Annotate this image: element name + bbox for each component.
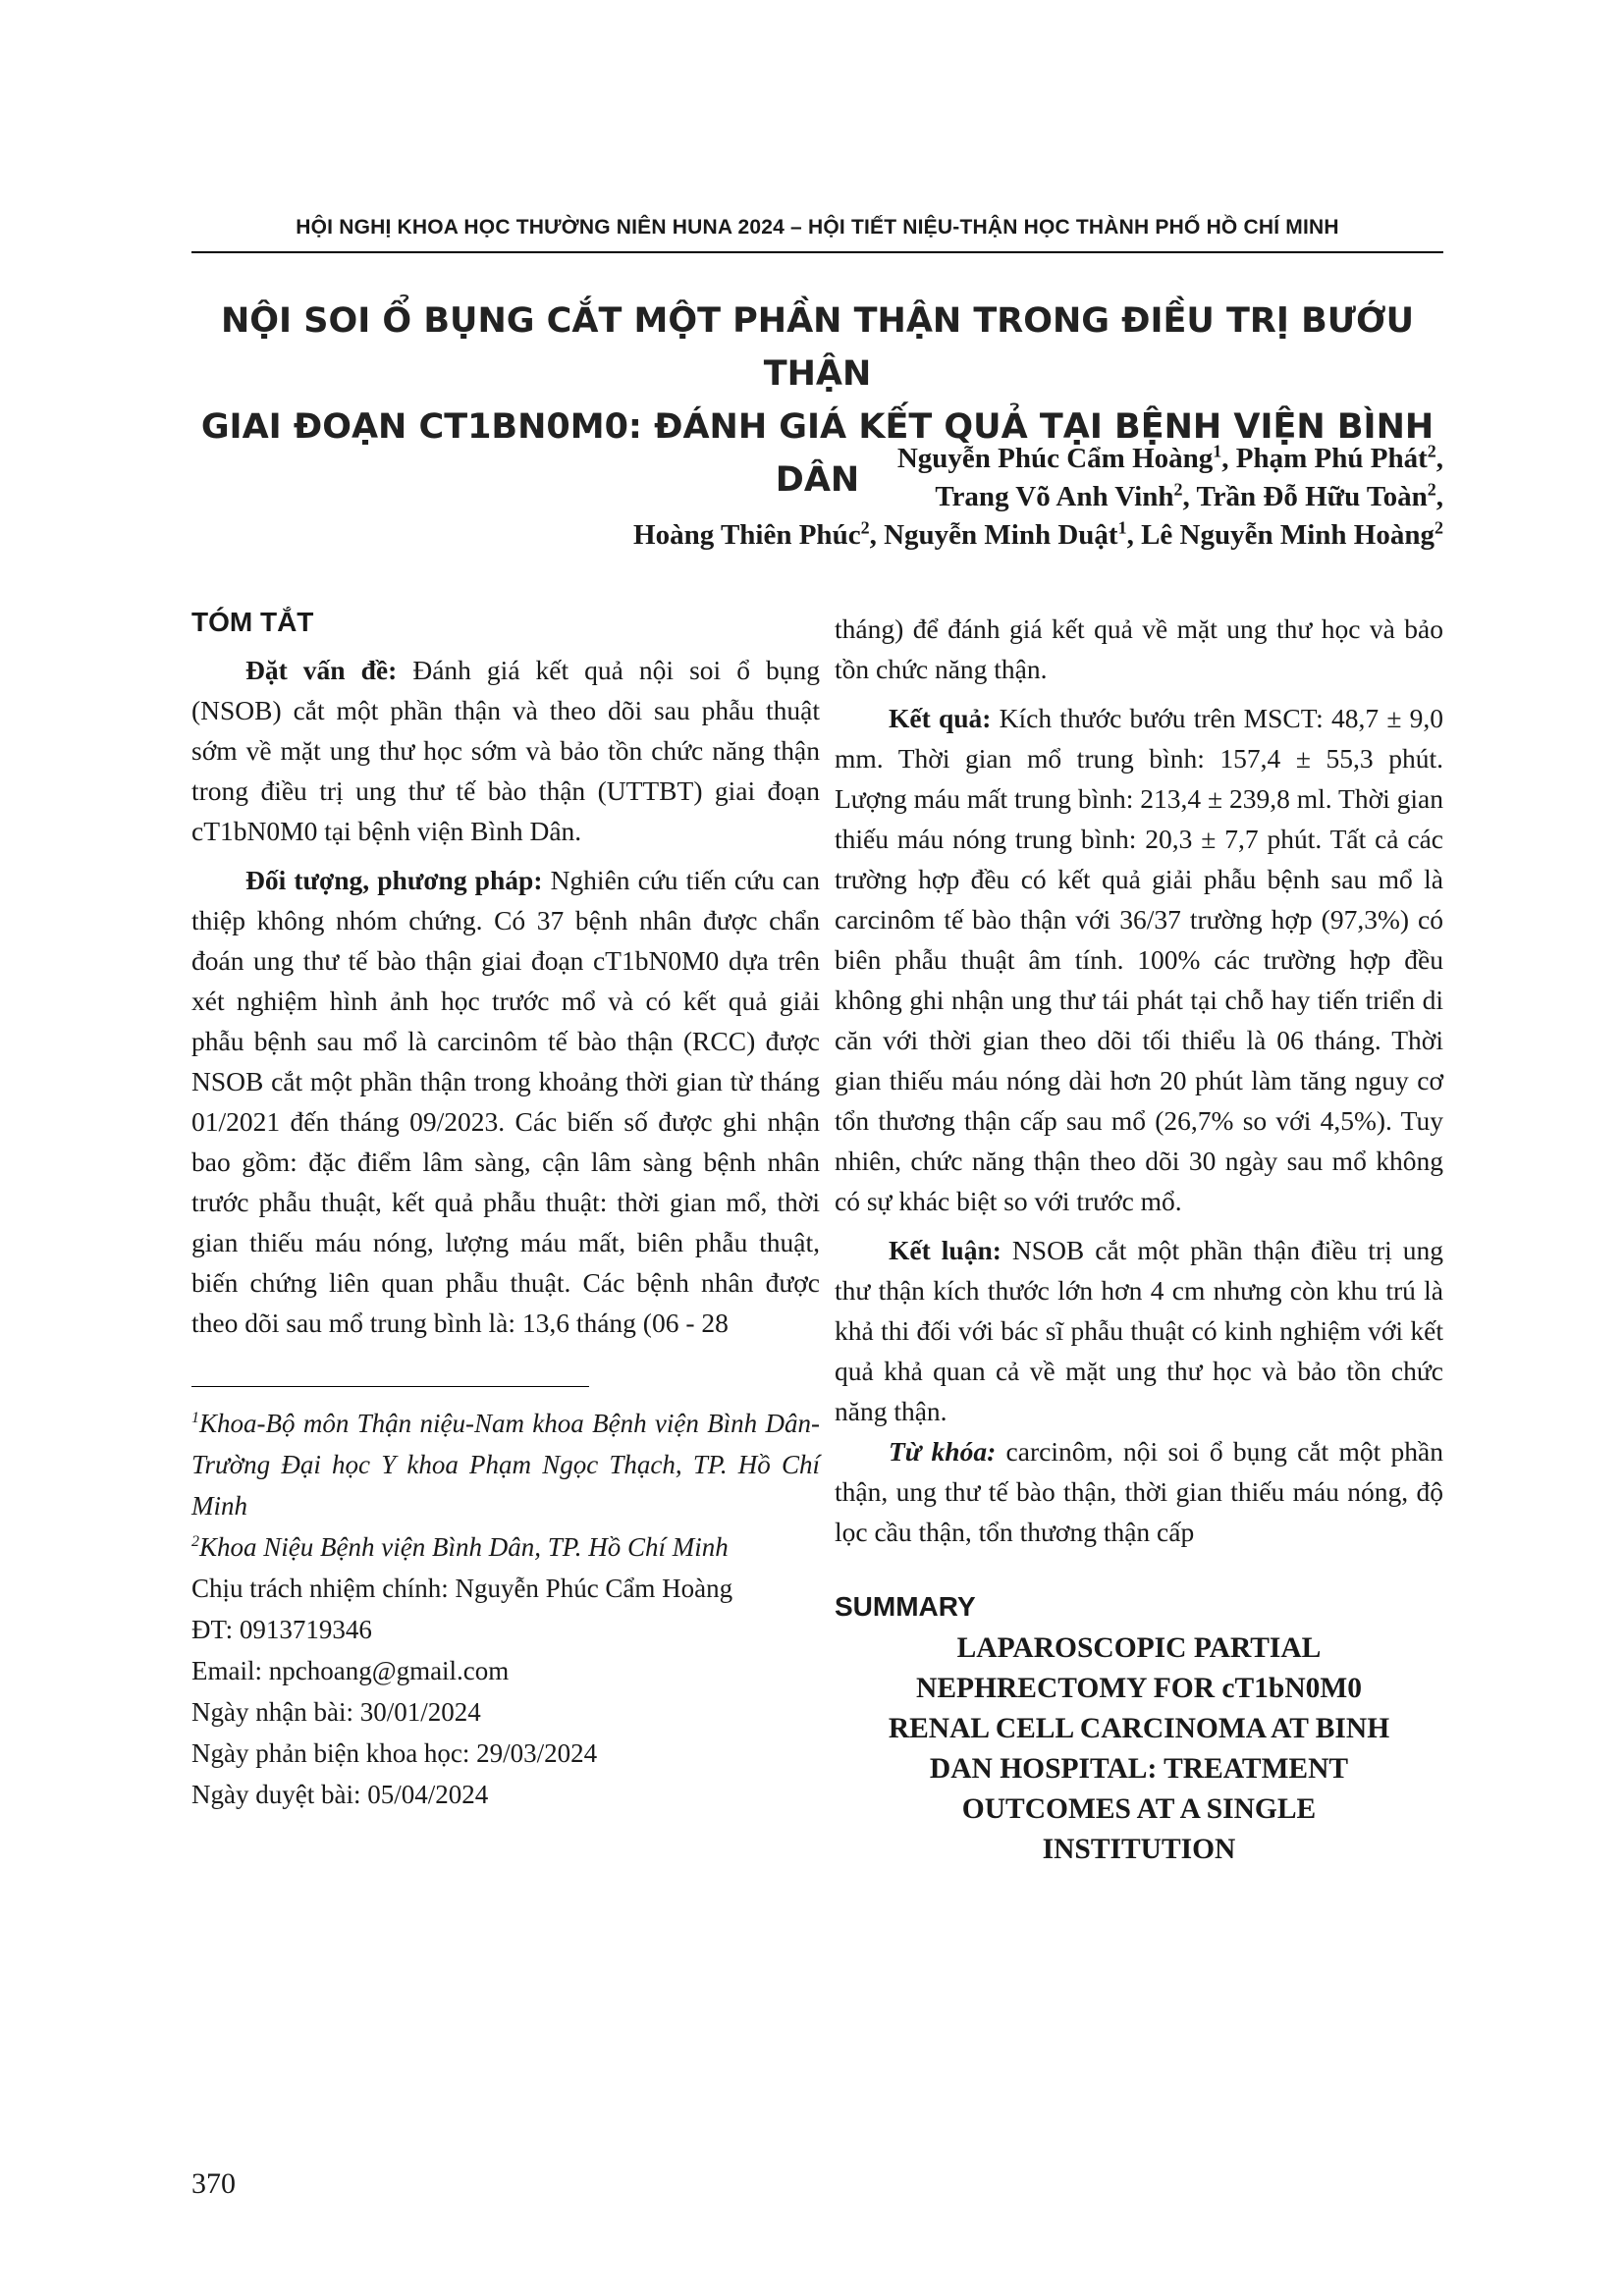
abstract-methods <box>191 860 820 1343</box>
affiliation-mark: 2 <box>1427 479 1436 500</box>
affiliation-mark: 2 <box>860 517 870 538</box>
author-name: Phạm Phú Phát <box>1235 443 1428 474</box>
title-line-1: NỘI SOI Ổ BỤNG CẮT MỘT PHẦN THẬN TRONG ĐIỀU TRỊ BƯỚU THẬN <box>221 301 1414 394</box>
results-label: Kết quả: <box>889 703 992 733</box>
author-name: Hoàng Thiên Phúc <box>633 519 861 551</box>
author-separator: , <box>869 519 885 551</box>
abstract-conclusion <box>835 1230 1443 1431</box>
methods-text: Nghiên cứu tiến cứu can thiệp không nhóm chứng. Có 37 bệnh nhân được chẩn đoán ung thư tế bào thận giai đoạn cT1bN0M0 dựa trên xét nghiệm hình ảnh học trước mổ và có kết quả giải phẫu bệnh sau mổ là carcinôm tế bào thận (RCC) được NSOB cắt một phần thận trong khoảng thời gian từ tháng 01/2021 đến tháng 09/2023. Các biến số được ghi nhận bao gồm: đặc điểm lâm sàng, cận lâm sàng bệnh nhân trước phẫu thuật, kết quả phẫu thuật: thời gian mổ, thời gian thiếu máu nóng, lượng máu mất, biên phẫu thuật, biến chứng liên quan phẫu thuật. Các bệnh nhân được theo dõi sau mổ trung bình là: 13,6 tháng (06 - 28 <box>191 865 820 1338</box>
conclusion-text: NSOB cắt một phần thận điều trị ung thư thận kích thước lớn hơn 4 cm nhưng còn khu trú là khả thi đối với bác sĩ phẫu thuật có kinh nghiệm với kết quả khả quan cả về mặt ung thư học và bảo tồn chức năng thận. <box>835 1235 1444 1426</box>
left-column <box>191 607 820 1815</box>
keywords-label: Từ khóa: <box>889 1436 997 1467</box>
footnote-affiliation-1 <box>191 1403 820 1526</box>
author-name: Nguyễn Minh Duật <box>884 519 1118 551</box>
footnote-affiliation-2 <box>191 1526 820 1568</box>
summary-heading: SUMMARY <box>835 1591 976 1622</box>
introduction-label: Đặt vấn đề: <box>245 655 398 685</box>
affiliation-2-text: Khoa Niệu Bệnh viện Bình Dân, TP. Hồ Chí Minh <box>199 1532 729 1562</box>
affiliation-mark: 2 <box>1173 479 1183 500</box>
title-line-2: GIAI ĐOẠN CT1BN0M0: ĐÁNH GIÁ KẾT QUẢ TẠI BỆNH VIỆN BÌNH DÂN <box>200 407 1435 500</box>
right-column <box>835 609 1443 1870</box>
review-date: Ngày phản biện khoa học: 29/03/2024 <box>191 1738 598 1768</box>
author-separator: , <box>1126 519 1142 551</box>
introduction-text: Đánh giá kết quả nội soi ổ bụng (NSOB) cắt một phần thận và theo dõi sau phẫu thuật sớm về mặt ung thư học sớm và bảo tồn chức năng thận trong điều trị ung thư tế bào thận (UTTBT) giai đoạn cT1bN0M0 tại bệnh viện Bình Dân. <box>191 655 820 846</box>
author-separator: , <box>1435 481 1443 512</box>
author-name: Trang Võ Anh Vinh <box>935 481 1174 512</box>
abstract-heading: TÓM TẮT <box>191 607 314 637</box>
running-head: HỘI NGHỊ KHOA HỌC THƯỜNG NIÊN HUNA 2024 – HỘI TIẾT NIỆU-THẬN HỌC THÀNH PHỐ HỒ CHÍ MINH <box>296 216 1339 239</box>
author-line-2 <box>393 478 1443 516</box>
accepted-date: Ngày duyệt bài: 05/04/2024 <box>191 1780 489 1809</box>
methods-continuation: tháng) để đánh giá kết quả về mặt ung thư học và bảo tồn chức năng thận. <box>835 614 1443 684</box>
methods-label: Đối tượng, phương pháp: <box>245 865 543 895</box>
affiliation-mark: 1 <box>1213 441 1222 461</box>
author-line-1 <box>393 440 1443 478</box>
page-number: 370 <box>191 2167 236 2200</box>
email-address: Email: npchoang@gmail.com <box>191 1656 510 1685</box>
author-separator: , <box>1221 443 1236 474</box>
abstract-keywords <box>835 1431 1443 1552</box>
author-line-3 <box>393 516 1443 555</box>
author-name: Trần Đỗ Hữu Toàn <box>1196 481 1428 512</box>
author-list <box>393 440 1443 555</box>
conclusion-label: Kết luận: <box>889 1235 1001 1265</box>
affiliation-mark: 2 <box>1435 517 1443 538</box>
affiliation-mark: 1 <box>1117 517 1127 538</box>
phone-number: ĐT: 0913719346 <box>191 1615 372 1644</box>
received-date: Ngày nhận bài: 30/01/2024 <box>191 1697 481 1727</box>
affiliation-1-text: Khoa-Bộ môn Thận niệu-Nam khoa Bệnh viện Bình Dân-Trường Đại học Y khoa Phạm Ngọc Thạch, TP. Hồ Chí Minh <box>191 1409 820 1521</box>
corresponding-author: Chịu trách nhiệm chính: Nguyễn Phúc Cẩm Hoàng <box>191 1574 733 1603</box>
english-title: LAPAROSCOPIC PARTIAL NEPHRECTOMY FOR cT1bN0M0 RENAL CELL CARCINOMA AT BINH DAN HOSPITAL: TREATMENT OUTCOMES AT A SINGLE INSTITUTION <box>888 1632 1390 1865</box>
author-separator: , <box>1182 481 1197 512</box>
footnote-rule <box>191 1386 589 1387</box>
footnote-mark: 2 <box>191 1533 199 1550</box>
header-rule <box>191 251 1443 253</box>
footnote-mark: 1 <box>191 1410 199 1426</box>
author-name: Lê Nguyễn Minh Hoàng <box>1141 519 1435 551</box>
results-text: Kích thước bướu trên MSCT: 48,7 ± 9,0 mm. Thời gian mổ trung bình: 157,4 ± 55,3 phút. Lượng máu mất trung bình: 213,4 ± 239,8 ml. Thời gian thiếu máu nóng trung bình: 20,3 ± 7,7 phút. Tất cả các trường hợp đều có kết quả giải phẫu bệnh sau mổ là carcinôm tế bào thận với 36/37 trường hợp (97,3%) có biên phẫu thuật âm tính. 100% các trường hợp đều không ghi nhận ung thư tái phát tại chỗ hay tiến triển di căn với thời gian theo dõi tối thiểu là 06 tháng. Thời gian thiếu máu nóng dài hơn 20 phút làm tăng nguy cơ tổn thương thận cấp sau mổ (26,7% so với 4,5%). Tuy nhiên, chức năng thận theo dõi 30 ngày sau mổ không có sự khác biệt so với trước mổ. <box>835 703 1444 1216</box>
abstract-introduction <box>191 650 820 851</box>
author-name: Nguyễn Phúc Cẩm Hoàng <box>896 443 1214 474</box>
keywords-text: carcinôm, nội soi ổ bụng cắt một phần thận, ung thư tế bào thận, thời gian thiếu máu nóng, độ lọc cầu thận, tổn thương thận cấp <box>835 1436 1443 1547</box>
affiliation-mark: 2 <box>1427 441 1436 461</box>
abstract-results <box>835 698 1443 1221</box>
author-separator: , <box>1435 443 1443 474</box>
